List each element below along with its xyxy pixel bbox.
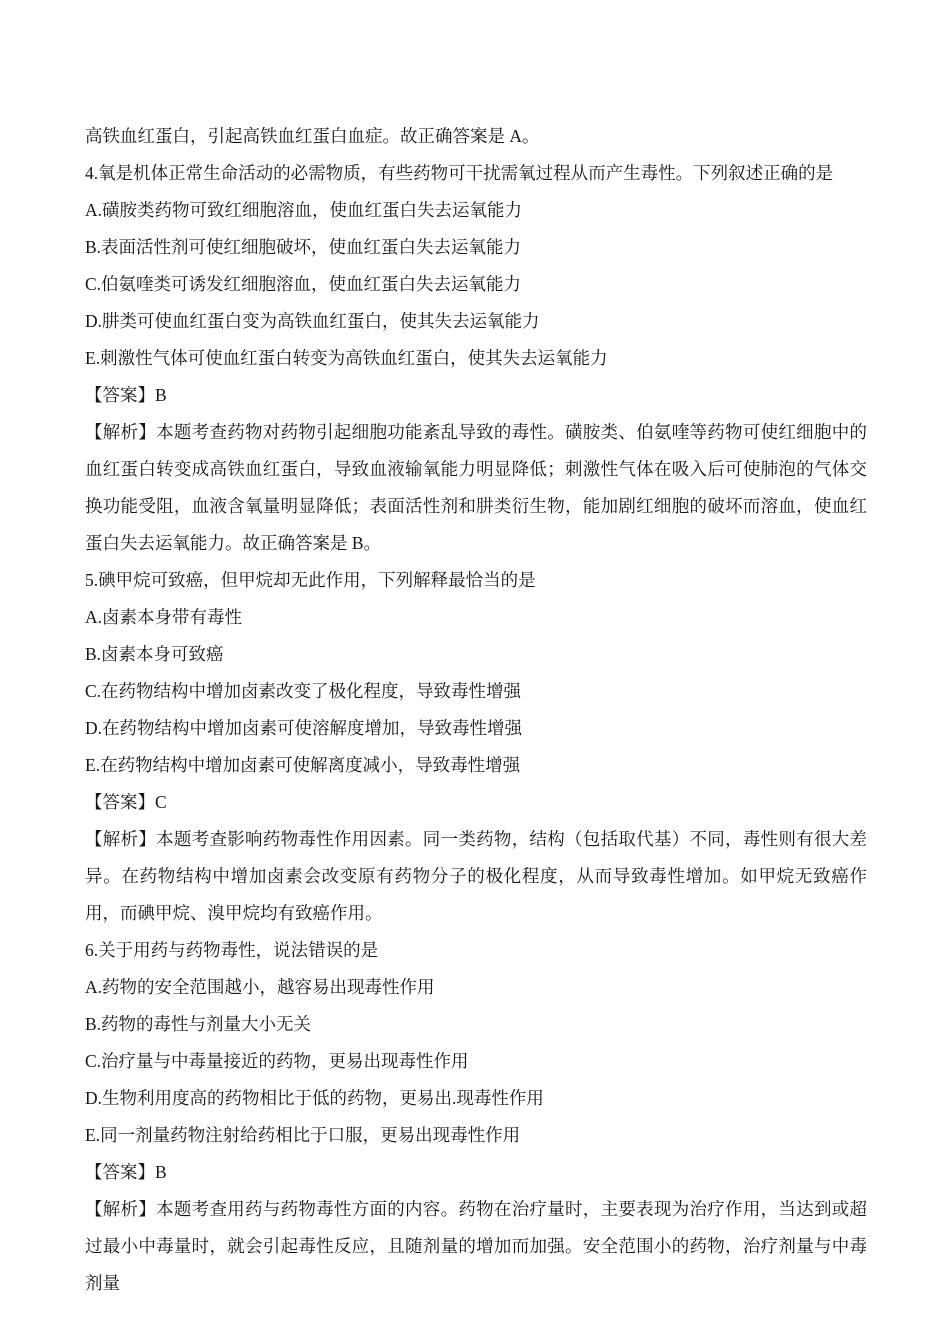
question-5-option-a: A.卤素本身带有毒性	[85, 607, 243, 627]
question-5-answer: 【答案】C	[85, 792, 167, 812]
question-4-answer: 【答案】B	[85, 385, 167, 405]
question-4-option-b: B.表面活性剂可使红细胞破坏，使血红蛋白失去运氧能力	[85, 237, 522, 257]
question-block-5	[85, 562, 867, 932]
question-5-option-d: D.在药物结构中增加卤素可使溶解度增加，导致毒性增强	[85, 718, 523, 738]
previous-explanation-continuation: 高铁血红蛋白，引起高铁血红蛋白血症。故正确答案是 A。	[85, 126, 540, 146]
question-6-answer: 【答案】B	[85, 1162, 167, 1182]
question-4-stem: 4.氧是机体正常生命活动的必需物质，有些药物可干扰需氧过程从而产生毒性。下列叙述正确的是	[85, 163, 834, 183]
question-6-explanation: 【解析】本题考查用药与药物毒性方面的内容。药物在治疗量时，主要表现为治疗作用，当达到或超过最小中毒量时，就会引起毒性反应，且随剂量的增加而加强。安全范围小的药物，治疗剂量与中毒剂量	[85, 1199, 867, 1293]
question-4-option-d: D.肼类可使血红蛋白变为高铁血红蛋白，使其失去运氧能力	[85, 311, 540, 331]
question-5-option-b: B.卤素本身可致癌	[85, 644, 224, 664]
question-block-6	[85, 932, 867, 1302]
question-block-4	[85, 155, 867, 562]
question-4-option-e: E.刺激性气体可使血红蛋白转变为高铁血红蛋白，使其失去运氧能力	[85, 348, 608, 368]
question-6-option-c: C.治疗量与中毒量接近的药物，更易出现毒性作用	[85, 1051, 469, 1071]
question-4-option-a: A.磺胺类药物可致红细胞溶血，使血红蛋白失去运氧能力	[85, 200, 523, 220]
question-6-option-d: D.生物利用度高的药物相比于低的药物，更易出.现毒性作用	[85, 1088, 544, 1108]
question-5-option-c: C.在药物结构中增加卤素改变了极化程度，导致毒性增强	[85, 681, 522, 701]
question-4-option-c: C.伯氨喹类可诱发红细胞溶血，使血红蛋白失去运氧能力	[85, 274, 522, 294]
question-6-option-a: A.药物的安全范围越小，越容易出现毒性作用	[85, 977, 435, 997]
question-5-explanation: 【解析】本题考查影响药物毒性作用因素。同一类药物，结构（包括取代基）不同，毒性则有很大差异。在药物结构中增加卤素会改变原有药物分子的极化程度，从而导致毒性增加。如甲烷无致癌作用，而碘甲烷、溴甲烷均有致癌作用。	[85, 829, 867, 923]
question-5-stem: 5.碘甲烷可致癌，但甲烷却无此作用，下列解释最恰当的是	[85, 570, 536, 590]
question-6-stem: 6.关于用药与药物毒性，说法错误的是	[85, 940, 379, 960]
question-4-explanation: 【解析】本题考查药物对药物引起细胞功能紊乱导致的毒性。磺胺类、伯氨喹等药物可使红细胞中的血红蛋白转变成高铁血红蛋白，导致血液输氧能力明显降低；刺激性气体在吸入后可使肺泡的气体交换功能受阻，血液含氧量明显降低；表面活性剂和肼类衍生物，能加剧红细胞的破坏而溶血，使血红蛋白失去运氧能力。故正确答案是 B。	[85, 422, 867, 553]
question-5-option-e: E.在药物结构中增加卤素可使解离度减小，导致毒性增强	[85, 755, 521, 775]
question-6-option-e: E.同一剂量药物注射给药相比于口服，更易出现毒性作用	[85, 1125, 521, 1145]
question-6-option-b: B.药物的毒性与剂量大小无关	[85, 1014, 312, 1034]
